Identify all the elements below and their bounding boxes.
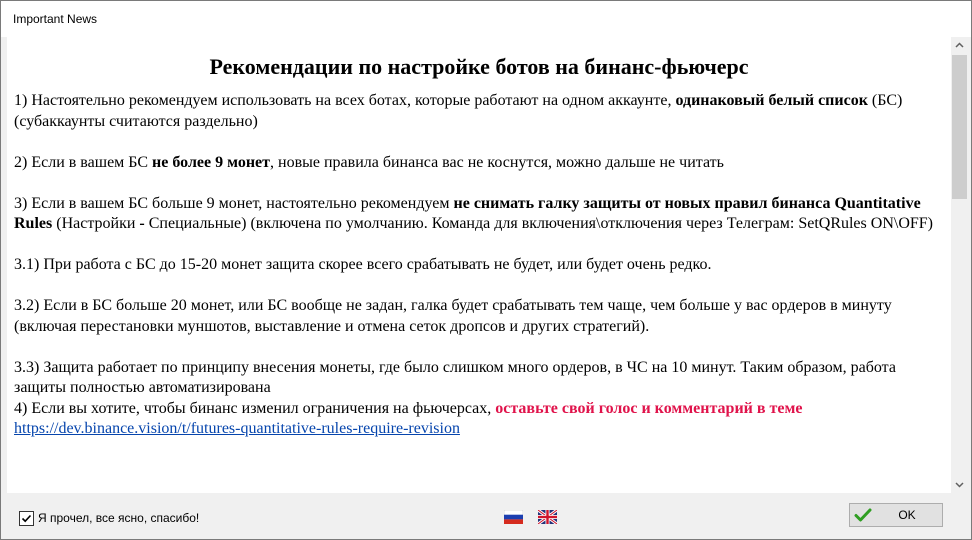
- paragraph-3-tail: Специальные) (включена по умолчанию. Команда для включения\отключения через Телеграм: SetQRules ON\OFF): [144, 215, 933, 232]
- paragraph-3-bold: не снимать галку защиты от новых правил бинанса Quantitative Rules: [14, 194, 921, 232]
- ok-button[interactable]: [849, 503, 943, 527]
- paragraph-3-mid: (Настройки: [52, 215, 140, 232]
- paragraph-2-text: 2) Если в вашем БС: [14, 153, 153, 171]
- paragraph-3-text: 3) Если в вашем БС больше 9 монет, настоятельно рекомендуем: [14, 194, 454, 212]
- paragraph-2-tail: , новые правила бинанса вас не коснутся, можно дальше не читать: [270, 153, 724, 171]
- news-content[interactable]: [7, 37, 951, 493]
- paragraph-4-highlight: оставьте свой голос и комментарий в теме: [495, 399, 803, 417]
- vertical-scrollbar[interactable]: [951, 37, 968, 493]
- uk-flag-icon[interactable]: [538, 510, 557, 524]
- window-title: Important News: [13, 12, 98, 26]
- paragraph-1-text: 1) Настоятельно рекомендуем использовать на всех ботах, которые работают на одном аккаунте,: [14, 92, 676, 109]
- ok-label: OK: [898, 508, 916, 522]
- paragraph-4-link-line: [14, 419, 944, 440]
- paragraph-3-2: 3.2) Если в БС больше 20 монет, или БС вообще не задан, галка будет срабатывать тем чаще, чем больше у вас ордеров в минуту (включая перестановки муншотов, выставление и отмена сеток дропсов и других стратегий).: [14, 297, 892, 335]
- scroll-up-arrow-icon[interactable]: [951, 37, 968, 54]
- paragraph-1: [14, 91, 944, 132]
- paragraph-4-text: 4) Если вы хотите, чтобы бинанс изменил ограничения на фьючерсах,: [14, 399, 496, 417]
- paragraph-3: [14, 194, 944, 235]
- dialog-footer: [1, 493, 971, 539]
- paragraph-1-bold: одинаковый белый список: [675, 92, 868, 109]
- scroll-down-arrow-icon[interactable]: [951, 476, 968, 493]
- paragraph-3-3: 3.3) Защита работает по принципу внесения монеты, где было слишком много ордеров, в ЧС на 10 минут. Таким образом, работа защиты полностью автоматизирована: [14, 358, 896, 396]
- paragraph-4: [14, 399, 944, 420]
- checkmark-icon: [20, 512, 33, 525]
- paragraph-3-dash: -: [139, 215, 145, 232]
- news-document: [14, 37, 944, 440]
- news-heading: Рекомендации по настройке ботов на бинанс-фьючерс: [209, 54, 749, 79]
- paragraph-1-tail: (БС) (субаккаунты считаются раздельно): [14, 92, 903, 130]
- scrollbar-thumb[interactable]: [952, 55, 967, 199]
- title-bar[interactable]: [1, 1, 971, 37]
- acknowledge-label[interactable]: Я прочел, все ясно, спасибо!: [38, 511, 200, 525]
- paragraph-3-1: 3.1) При работа с БС до 15-20 монет защита скорее всего срабатывать не будет, или будет очень редко.: [14, 256, 712, 273]
- paragraph-2: [14, 153, 944, 174]
- russian-flag-icon[interactable]: [504, 510, 523, 524]
- revision-link[interactable]: https://dev.binance.vision/t/futures-quantitative-rules-require-revision: [14, 420, 460, 437]
- acknowledge-checkbox[interactable]: [19, 511, 34, 526]
- paragraph-2-bold: не более 9 монет: [152, 153, 270, 171]
